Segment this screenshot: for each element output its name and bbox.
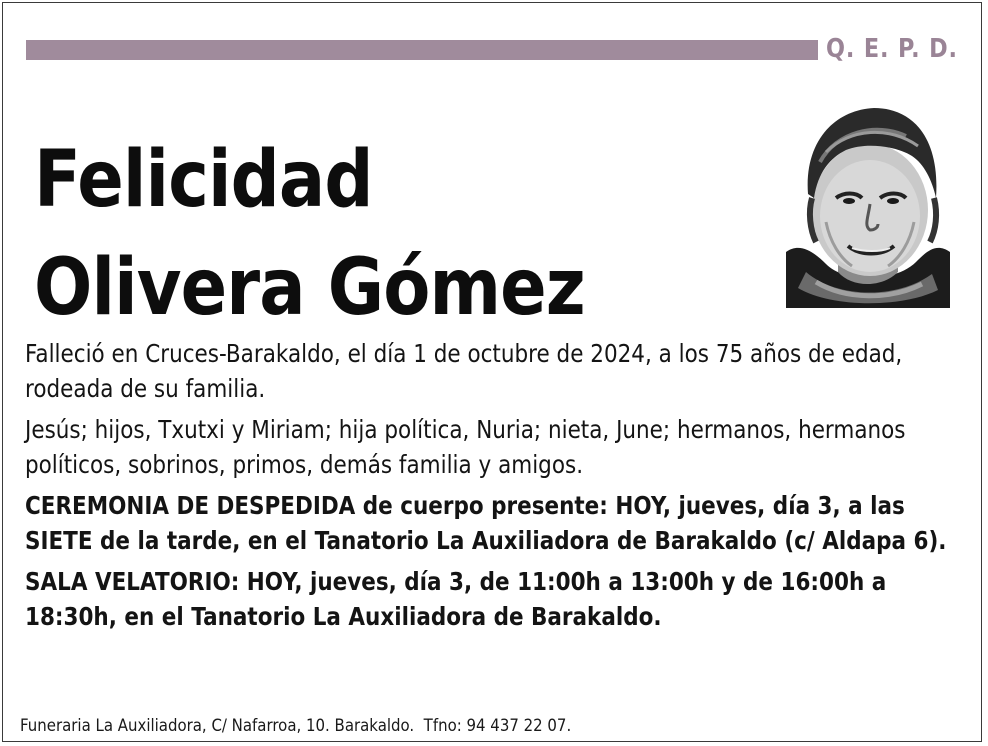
qepd-label: Q. E. P. D. <box>826 34 958 64</box>
deceased-first-name: Felicidad <box>34 135 373 225</box>
header-bar <box>26 40 818 60</box>
obituary-body <box>25 336 954 640</box>
deceased-surnames: Olivera Gómez <box>34 243 585 333</box>
ceremony-paragraph: CEREMONIA DE DESPEDIDA de cuerpo presente: HOY, jueves, día 3, a las SIETE de la tarde, en el Tanatorio La Auxiliadora de Barakaldo (c/ Aldapa 6). <box>25 491 947 555</box>
portrait-photo <box>786 102 950 308</box>
family-paragraph: Jesús; hijos, Txutxi y Miriam; hija política, Nuria; nieta, June; hermanos, hermanos políticos, sobrinos, primos, demás familia y amigos. <box>25 415 906 479</box>
death-notice-paragraph: Falleció en Cruces-Barakaldo, el día 1 de octubre de 2024, a los 75 años de edad, rodeada de su familia. <box>25 339 903 403</box>
deceased-name <box>34 126 585 342</box>
funeral-home-footer: Funeraria La Auxiliadora, C/ Nafarroa, 10. Barakaldo. Tfno: 94 437 22 07. <box>20 716 572 736</box>
wake-paragraph: SALA VELATORIO: HOY, jueves, día 3, de 11:00h a 13:00h y de 16:00h a 18:30h, en el Tanatorio La Auxiliadora de Barakaldo. <box>25 567 887 631</box>
